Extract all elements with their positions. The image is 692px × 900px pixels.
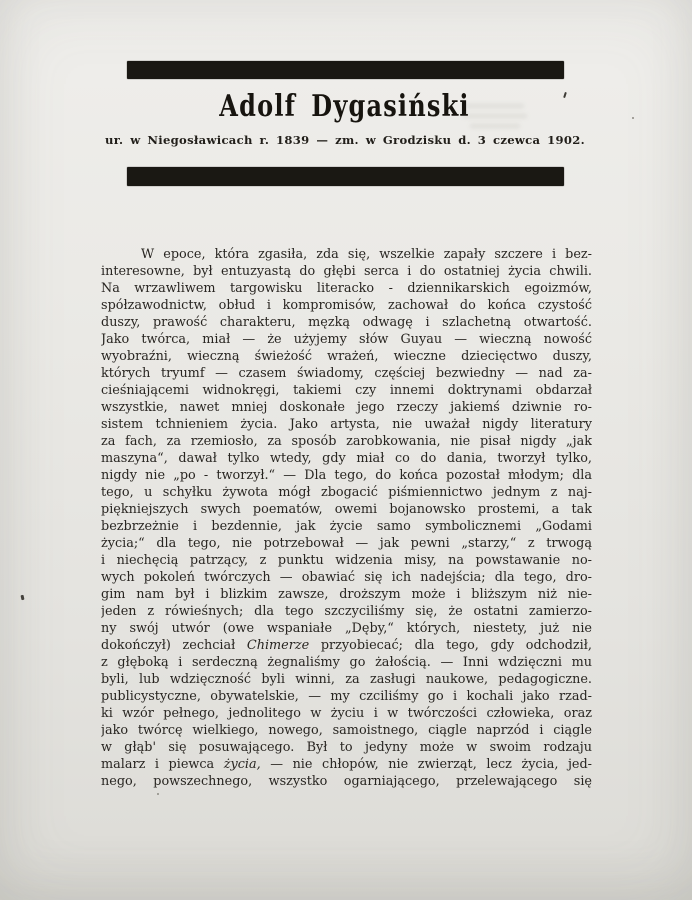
text-line: za fach, za rzemiosło, za sposób zarobkowania, nie pisał nigdy „jak bbox=[101, 434, 592, 449]
text-line: których tryumf — czasem świadomy, częściej bezwiedny — nad za- bbox=[101, 366, 592, 381]
birth-death-subtitle: ur. w Niegosławicach r. 1839 — zm. w Grodzisku d. 3 czewca 1902. bbox=[104, 133, 585, 147]
text-line: sistem tchnieniem życia. Jako artysta, nie uważał nigdy literatury bbox=[101, 417, 592, 432]
text-line: byli, lub wdzięczność byli winni, za zasługi naukowe, pedagogiczne. bbox=[101, 672, 592, 687]
text-line: interesowne, był entuzyastą do głębi serca i do ostatniej życia chwili. bbox=[101, 264, 592, 279]
text-line: tego, u schyłku żywota mógł zbogacić piśmiennictwo jednym z naj- bbox=[101, 485, 592, 500]
text-line: jeden z rówieśnych; dla tego szczyciliśmy się, że ostatni zamierzo- bbox=[101, 604, 592, 619]
scan-speck bbox=[21, 595, 25, 601]
text-line: życia;“ dla tego, nie potrzebował — jak pewni „starzy,“ z trwogą bbox=[101, 536, 592, 551]
text-line: w głąb' się posuwającego. Był to jedyny może w swoim rodzaju bbox=[101, 740, 592, 755]
text-line: wyobraźni, wieczną świeżość wrażeń, wieczne dziecięctwo duszy, bbox=[101, 349, 592, 364]
top-rule-bar bbox=[127, 61, 564, 79]
text-line: i niechęcią patrzący, z punktu widzenia misy, na powstawanie no- bbox=[101, 553, 592, 568]
text-line: z głęboką i serdeczną żegnaliśmy go żałością. — Inni wdzięczni mu bbox=[101, 655, 592, 670]
page-title bbox=[80, 89, 610, 124]
text-line: jako twórcę wielkiego, nowego, samoistnego, ciągle naprzód i ciągle bbox=[101, 723, 592, 738]
text-line: gim nam był i blizkim zawsze, droższym może i bliższym niż nie- bbox=[101, 587, 592, 602]
text-line: dokończył) zechciał Chimerze przyobiecać; dla tego, gdy odchodził, bbox=[101, 638, 592, 653]
page-title-text: Adolf Dygasiński bbox=[219, 89, 471, 124]
text-line: cieśniającemi widnokręgi, takiemi czy innemi doktrynami obdarzał bbox=[101, 383, 592, 398]
text-line: piękniejszych swych poematów, owemi bojanowsko prostemi, a tak bbox=[101, 502, 592, 517]
body-text bbox=[101, 246, 592, 790]
text-line: Na wrzawliwem targowisku literacko - dziennikarskich egoizmów, bbox=[101, 281, 592, 296]
text-line: nigdy nie „po - tworzył.“ — Dla tego, do końca pozostał młodym; dla bbox=[101, 468, 592, 483]
text-line: publicystyczne, obywatelskie, — my czciliśmy go i kochali jako rzad- bbox=[101, 689, 592, 704]
text-line: malarz i piewca życia, — nie chłopów, nie zwierząt, lecz życia, jed- bbox=[101, 757, 592, 772]
text-line: ny swój utwór (owe wspaniałe „Dęby,“ których, niestety, już nie bbox=[101, 621, 592, 636]
scan-speck bbox=[157, 793, 159, 795]
bottom-rule-bar bbox=[127, 167, 564, 186]
text-line: Jako twórca, miał — że użyjemy słów Guyau — wieczną nowość bbox=[101, 332, 592, 347]
text-line: spółzawodnictw, obłud i kompromisów, zachował do końca czystość bbox=[101, 298, 592, 313]
text-line: wszystkie, nawet mniej doskonałe jego rzeczy jakiemś dziwnie ro- bbox=[101, 400, 592, 415]
text-line: maszyna“, dawał tylko wtedy, gdy miał co do dania, tworzył tylko, bbox=[101, 451, 592, 466]
text-line: nego, powszechnego, wszystko ogarniającego, przelewającego się bbox=[101, 774, 592, 789]
text-line: wych pokoleń twórczych — obawiać się ich nadejścia; dla tego, dro- bbox=[101, 570, 592, 585]
text-line: duszy, prawość charakteru, męzką odwagę i szlachetną otwartość. bbox=[101, 315, 592, 330]
text-line: bezbrzeżnie i bezdennie, jak życie samo symbolicznemi „Godami bbox=[101, 519, 592, 534]
text-line: ki wzór pełnego, jednolitego w życiu i w twórczości człowieka, oraz bbox=[101, 706, 592, 721]
text-line: W epoce, która zgasiła, zda się, wszelkie zapały szczere i bez- bbox=[141, 247, 592, 262]
scan-speck bbox=[632, 117, 634, 119]
show-through-smudge bbox=[470, 124, 520, 128]
